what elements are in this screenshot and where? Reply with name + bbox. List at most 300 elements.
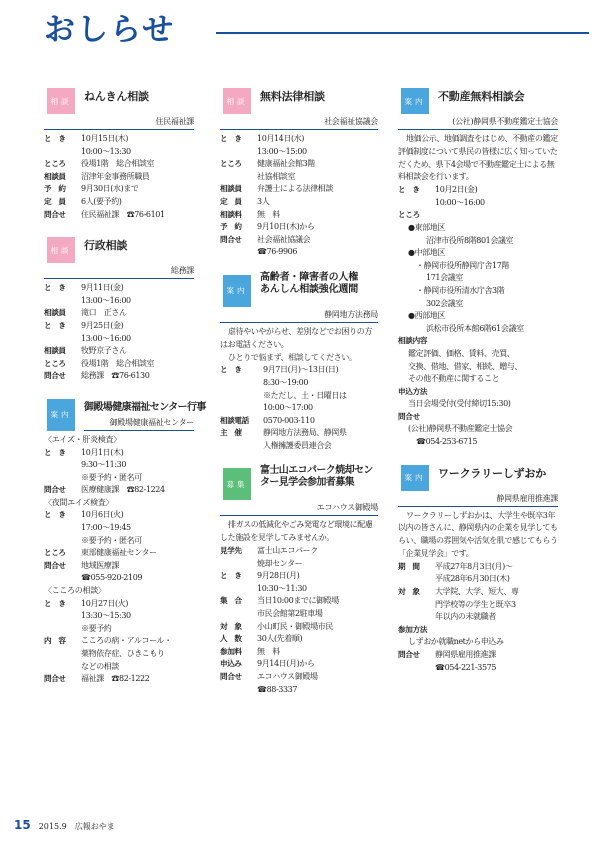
- section-head: [44, 235, 194, 263]
- row-value: ☎88-3337: [257, 684, 298, 694]
- info-rows: [398, 649, 558, 674]
- row-value: 10:00～16:00: [435, 197, 485, 207]
- section-title: ねんきん相談: [84, 90, 149, 103]
- row-label: 定 員: [220, 196, 242, 206]
- info-row: [398, 184, 558, 197]
- row-value: ※要予約・匿名可: [81, 535, 142, 545]
- info-row: [220, 221, 378, 234]
- info-row: [44, 307, 194, 320]
- section-title-line-1: 高齢者・障害者の人権: [260, 271, 358, 283]
- info-row: [220, 146, 378, 159]
- info-rows: [44, 447, 194, 497]
- row-value: 静岡県雇用推進課: [435, 650, 496, 659]
- row-value: 医療健康課 ☎82-1224: [81, 485, 165, 495]
- info-row: [398, 662, 558, 675]
- row-label: 定 員: [44, 196, 66, 206]
- row-value: 役場1階 総合相談室: [81, 159, 155, 169]
- category-tag: 相談: [47, 237, 75, 263]
- row-value: 平成27年8月3日(月)～: [435, 561, 513, 571]
- section-kenko: [44, 397, 206, 686]
- row-label: 相談員: [44, 308, 66, 318]
- category-tag: 案内: [401, 88, 429, 114]
- place-item: ・静岡市役所静岡庁舎17階: [416, 260, 509, 270]
- info-row: [398, 573, 558, 586]
- row-value: 9月10日(木)から: [257, 222, 315, 232]
- row-value: 健康福祉会館3階: [257, 159, 315, 169]
- row-label: [44, 333, 81, 346]
- info-rows: [220, 133, 378, 259]
- info-row: [220, 246, 378, 259]
- row-label: 相談料: [220, 209, 242, 219]
- row-label: [398, 197, 435, 210]
- row-label: 主 催: [220, 428, 242, 438]
- row-label: 問合せ: [44, 371, 66, 381]
- row-label: 申込み: [220, 659, 242, 669]
- row-label: [44, 610, 81, 623]
- category-tag: 相談: [223, 88, 251, 114]
- row-value: 10月15日(木): [81, 134, 129, 143]
- row-label: 予 約: [220, 222, 242, 232]
- section-title-line-2: ター見学会参加者募集: [260, 477, 354, 489]
- page-title: おしらせ: [44, 12, 176, 48]
- section-head: [398, 463, 558, 491]
- row-value: こころの病・アルコール・: [81, 636, 172, 646]
- section-head: [220, 273, 378, 307]
- section-head: [220, 466, 378, 500]
- row-label: [398, 573, 435, 586]
- info-row: [398, 197, 558, 210]
- info-row: [398, 611, 558, 624]
- row-label: [44, 522, 81, 535]
- row-value: 9月30日(水)まで: [81, 184, 139, 194]
- row-label: ところ: [220, 159, 242, 169]
- info-row: [220, 390, 378, 403]
- section-head: [220, 86, 378, 114]
- row-value: 無 料: [257, 646, 280, 656]
- info-row: [220, 427, 378, 440]
- row-label: [220, 390, 263, 403]
- info-row: [220, 558, 378, 571]
- row-value: 9:30～11:30: [81, 460, 127, 470]
- row-value: 平成28年6月30日(木): [435, 574, 510, 584]
- row-value: ☎055-920-2109: [81, 573, 143, 583]
- info-row: [44, 358, 194, 371]
- section-work: [398, 463, 558, 675]
- row-label: と き: [44, 447, 66, 457]
- row-value: 人権擁護委員連合会: [263, 440, 332, 450]
- info-row: [220, 196, 378, 209]
- section-organizer: (公社)静岡県不動産鑑定士協会: [398, 114, 558, 130]
- info-row: [44, 459, 194, 472]
- info-rows: [44, 509, 194, 585]
- row-value: 10月6日(火): [81, 510, 124, 520]
- place-item: ●西部地区: [408, 311, 445, 321]
- row-value: 30人(先着順): [257, 634, 303, 644]
- row-value: 総務課 ☎76-6130: [81, 371, 150, 381]
- row-label: 問合せ: [220, 672, 242, 682]
- row-value: 当日10:00までに御殿場: [257, 596, 339, 606]
- section-title: [260, 465, 373, 489]
- section-title-line-1: 富士山エコパーク焼却セン: [260, 465, 373, 477]
- paragraph: 地価公示、地価調査をはじめ、不動産の鑑定評価制度について県民の皆様に広く知っていただくため、県下4会場で不動産鑑定士による無料相談会を行います。: [398, 134, 558, 182]
- info-rows: [220, 364, 378, 452]
- row-label: [44, 623, 81, 636]
- row-label: 人 数: [220, 634, 242, 644]
- contact-list: [398, 423, 558, 448]
- row-label: [398, 662, 435, 675]
- row-label: 問合せ: [220, 234, 242, 244]
- row-value: 9月7日(月)～13日(日): [263, 365, 339, 375]
- row-value: 13:00～16:00: [81, 333, 131, 343]
- row-label: [220, 558, 257, 571]
- row-label: 集 合: [220, 596, 242, 606]
- info-row: [220, 402, 378, 415]
- row-value: 住民福祉課 ☎76-6101: [81, 209, 165, 219]
- info-row: [44, 635, 194, 648]
- row-label: と き: [44, 598, 66, 608]
- row-value: 無 料: [257, 209, 280, 219]
- row-label: ところ: [44, 358, 66, 368]
- row-label: 問合せ: [44, 674, 66, 684]
- info-row: [398, 649, 558, 662]
- category-tag: 相談: [47, 88, 75, 114]
- paragraph: 排ガスの低減化やごみ発電など環境に配慮した施設を見学してみませんか。: [220, 520, 373, 543]
- page-number: 15: [14, 818, 31, 832]
- info-row: [220, 377, 378, 390]
- row-label: 相談員: [220, 184, 242, 194]
- info-row: [44, 133, 194, 146]
- section-title: 不動産無料相談会: [438, 90, 525, 103]
- group-heading: 〈夜間エイズ検査〉: [44, 497, 114, 507]
- row-label: [44, 535, 81, 548]
- info-row: [44, 146, 194, 159]
- info-rows: [398, 184, 558, 209]
- row-label: [220, 684, 257, 697]
- place-item: 浜松市役所本館6階61会議室: [426, 323, 524, 333]
- section-head: [44, 397, 206, 431]
- row-label: と き: [220, 134, 242, 143]
- paragraph: ワークラリーしずおかは、大学生や既卒3年以内の皆さんに、静岡県内の企業を見学してもらい、職場の雰囲気や活気を肌で感じてもらう「企業見学会」です。: [398, 510, 558, 559]
- paragraph: 虐待やいやがらせ、差別などでお困りの方はお電話ください。: [220, 326, 372, 349]
- info-row: [44, 158, 194, 171]
- section-jinken: [220, 273, 378, 453]
- row-label: [44, 472, 81, 485]
- section-organizer: エコハウス御殿場: [220, 500, 378, 516]
- info-row: [44, 572, 194, 585]
- row-value: ※要予約・匿名可: [81, 472, 142, 482]
- row-label: と き: [44, 134, 66, 143]
- row-label: [44, 648, 81, 661]
- row-value: などの相談: [81, 661, 119, 671]
- info-rows: [44, 282, 194, 383]
- issue-date: 2015.9: [38, 822, 67, 831]
- row-label: [44, 146, 81, 159]
- column-1: [44, 86, 206, 696]
- row-label: [220, 146, 257, 159]
- column-3: [398, 86, 558, 684]
- info-row: [44, 183, 194, 196]
- info-row: [220, 684, 378, 697]
- row-label: 問合せ: [398, 650, 420, 659]
- category-tag: 募集: [223, 468, 251, 500]
- category-tag: 案内: [223, 275, 251, 307]
- info-row: [44, 560, 194, 573]
- row-label: 対 象: [398, 587, 420, 597]
- info-row: [220, 570, 378, 583]
- info-row: [220, 183, 378, 196]
- info-row: [44, 295, 194, 308]
- row-label: [44, 295, 81, 308]
- section-title: 御殿場健康福祉センター行事: [84, 401, 206, 413]
- group-heading: 〈エイズ・肝炎検査〉: [44, 434, 121, 444]
- row-label: ところ: [44, 159, 66, 169]
- category-tag: 案内: [401, 465, 429, 491]
- info-row: [220, 364, 378, 377]
- category-tag: 案内: [47, 399, 75, 431]
- row-value: 3人: [257, 196, 270, 206]
- row-label: [220, 608, 257, 621]
- row-value: 10月2日(金): [435, 185, 478, 195]
- row-value: 小山町民・御殿場市民: [257, 621, 333, 631]
- row-label: と き: [220, 571, 242, 581]
- row-value: 10:00～17:00: [263, 403, 313, 413]
- section-gyosei: [44, 235, 194, 383]
- info-rows: [220, 545, 378, 696]
- section-eco: [220, 466, 378, 696]
- apply-text: しずおか就職netから申込み: [408, 637, 504, 647]
- info-row: [44, 447, 194, 460]
- row-value: 社会福祉協議会: [257, 234, 311, 244]
- content-line: 鑑定評価、価格、賃料、売買、: [408, 348, 515, 358]
- row-value: 10月14日(水): [257, 134, 305, 143]
- section-organizer: 総務課: [44, 263, 194, 279]
- info-row: [220, 621, 378, 634]
- row-value: 地域医療課: [81, 560, 119, 570]
- row-label: [220, 246, 257, 259]
- row-label: [220, 171, 257, 184]
- row-label: [398, 599, 435, 612]
- row-value: 年以内の未就職者: [435, 612, 496, 622]
- row-value: ☎054-221-3575: [435, 662, 497, 672]
- info-row: [44, 522, 194, 535]
- info-row: [44, 472, 194, 485]
- row-value: 沼津年金事務所職員: [81, 171, 150, 181]
- info-row: [220, 133, 378, 146]
- row-label: ところ: [44, 548, 66, 558]
- place-item: 302会議室: [426, 298, 463, 308]
- row-label: 相談電話: [220, 415, 249, 425]
- row-value: 市民会館第2駐車場: [257, 609, 323, 619]
- info-row: [44, 484, 194, 497]
- contact-label: 問合せ: [398, 411, 420, 421]
- row-value: 薬物依存症、ひきこもり: [81, 649, 165, 658]
- places-list: [398, 222, 558, 335]
- section-organizer: 静岡地方法務局: [220, 307, 378, 323]
- row-value: 社協相談室: [257, 171, 295, 181]
- paragraph: ひとりで悩まず、相談してください。: [228, 352, 357, 362]
- row-label: [220, 583, 257, 596]
- places-label: ところ: [398, 210, 420, 220]
- place-item: ・静岡市役所清水庁舎3階: [416, 285, 505, 295]
- row-value: 10月1日(木): [81, 447, 124, 457]
- row-value: 6人(要予約): [81, 196, 122, 206]
- row-value: 門学校等の学生と既卒3: [435, 599, 516, 609]
- content-line: 交換、借地、借家、相続、贈与、: [408, 361, 522, 371]
- section-head: [44, 86, 194, 114]
- row-label: 相談員: [44, 171, 66, 181]
- info-row: [44, 598, 194, 611]
- place-item: 沼津市役所8階801会議室: [426, 235, 514, 245]
- info-row: [44, 610, 194, 623]
- info-row: [44, 673, 194, 686]
- info-row: [44, 547, 194, 560]
- info-row: [44, 648, 194, 661]
- info-row: [220, 633, 378, 646]
- info-row: [220, 158, 378, 171]
- row-label: 予 約: [44, 184, 66, 194]
- contact-line: ☎054-253-6715: [416, 437, 478, 447]
- place-item: ●中部地区: [408, 248, 445, 258]
- row-label: [398, 611, 435, 624]
- section-organizer: 御殿場健康福祉センター: [84, 415, 194, 431]
- section-title: 無料法律相談: [260, 90, 325, 103]
- group-heading: 〈こころの相談〉: [44, 586, 106, 596]
- row-label: 問合せ: [44, 485, 66, 495]
- row-label: [44, 661, 81, 674]
- row-value: 9月14日(月)から: [257, 659, 315, 669]
- row-value: 役場1階 総合相談室: [81, 358, 155, 368]
- contact-line: (公社)静岡県不動産鑑定士協会: [408, 424, 513, 434]
- content-label: 相談内容: [398, 336, 428, 346]
- row-label: と き: [44, 283, 66, 293]
- section-head: [398, 86, 558, 114]
- column-2: [220, 86, 378, 706]
- info-rows: [44, 133, 194, 221]
- row-value: ☎76-9906: [257, 247, 298, 257]
- section-title-line-2: あんしん相談強化週間: [260, 283, 358, 295]
- row-value: 10:30～11:30: [257, 583, 307, 593]
- info-row: [220, 234, 378, 247]
- row-label: [220, 402, 263, 415]
- row-value: 弁護士による法律相談: [257, 184, 333, 194]
- section-houritsu: [220, 86, 378, 259]
- info-row: [220, 671, 378, 684]
- place-item: 171会議室: [426, 273, 463, 283]
- info-row: [220, 545, 378, 558]
- row-value: 13:30～15:30: [81, 611, 131, 621]
- info-row: [220, 440, 378, 453]
- info-row: [44, 509, 194, 522]
- content-list: [398, 348, 558, 386]
- row-value: 静岡地方法務局、静岡県: [263, 428, 347, 438]
- section-organizer: 住民福祉課: [44, 114, 194, 130]
- info-row: [398, 586, 558, 599]
- section-organizer: 静岡県雇用推進課: [398, 491, 558, 507]
- row-label: [44, 459, 81, 472]
- row-value: 0570-003-110: [263, 415, 315, 425]
- row-value: 9月28日(月): [257, 571, 300, 581]
- section-title: 行政相談: [84, 239, 128, 253]
- row-label: 相談員: [44, 346, 66, 356]
- info-row: [398, 599, 558, 612]
- publication-name: 広報おやま: [74, 822, 115, 831]
- row-value: 13:00～15:00: [257, 146, 307, 156]
- row-value: 牧野京子さん: [81, 346, 127, 356]
- row-label: 問合せ: [44, 560, 66, 570]
- info-rows: [44, 598, 194, 686]
- row-label: [220, 377, 263, 390]
- info-row: [220, 415, 378, 428]
- row-value: 富士山エコパーク: [257, 546, 318, 556]
- info-row: [220, 646, 378, 659]
- row-label: 参加料: [220, 646, 242, 656]
- apply-label: 参加方法: [398, 624, 428, 634]
- section-organizer: 社会福祉協議会: [220, 114, 378, 130]
- section-title: [260, 272, 358, 296]
- info-row: [220, 171, 378, 184]
- place-item: ●東部地区: [408, 222, 445, 232]
- section-nenkin: [44, 86, 194, 221]
- row-value: 大学院、大学、短大、専: [435, 587, 519, 597]
- info-row: [44, 535, 194, 548]
- row-label: 内 容: [44, 636, 66, 646]
- info-row: [44, 171, 194, 184]
- row-value: 10:00～13:30: [81, 146, 131, 156]
- header-rule: [216, 32, 589, 34]
- row-label: 対 象: [220, 621, 242, 631]
- info-row: [220, 608, 378, 621]
- page-header: [44, 10, 589, 50]
- row-value: 8:30～19:00: [263, 377, 309, 387]
- info-row: [398, 561, 558, 574]
- info-row: [220, 583, 378, 596]
- row-label: と き: [44, 320, 66, 330]
- info-row: [44, 661, 194, 674]
- section-fudosan: [398, 86, 558, 449]
- info-row: [44, 370, 194, 383]
- row-label: と き: [220, 365, 242, 375]
- row-value: 福祉課 ☎82-1222: [81, 674, 150, 684]
- row-value: 13:00～16:00: [81, 295, 131, 305]
- row-value: 9月11日(金): [81, 283, 124, 293]
- row-value: 10月27日(火): [81, 598, 129, 608]
- info-row: [220, 658, 378, 671]
- info-row: [44, 345, 194, 358]
- section-title: ワークラリーしずおか: [438, 466, 546, 480]
- apply-text: 当日会場受付(受付締切15:30): [408, 399, 511, 409]
- info-row: [44, 196, 194, 209]
- info-row: [220, 595, 378, 608]
- page-footer: [14, 818, 115, 832]
- info-row: [220, 209, 378, 222]
- row-value: 9月25日(金): [81, 320, 124, 330]
- row-label: 期 間: [398, 561, 420, 571]
- info-row: [44, 333, 194, 346]
- content-line: その他不動産に関すること: [408, 374, 500, 384]
- row-label: と き: [44, 510, 66, 520]
- row-value: 滝口 正さん: [81, 308, 127, 318]
- row-label: [220, 440, 263, 453]
- row-value: ※要予約: [81, 623, 112, 633]
- info-rows: [398, 561, 558, 624]
- apply-label: 申込方法: [398, 386, 428, 396]
- row-label: 見学先: [220, 546, 242, 556]
- row-value: 焼却センター: [257, 558, 303, 568]
- info-row: [44, 209, 194, 222]
- row-value: エコハウス御殿場: [257, 672, 318, 682]
- info-row: [44, 282, 194, 295]
- row-label: 問合せ: [44, 209, 66, 219]
